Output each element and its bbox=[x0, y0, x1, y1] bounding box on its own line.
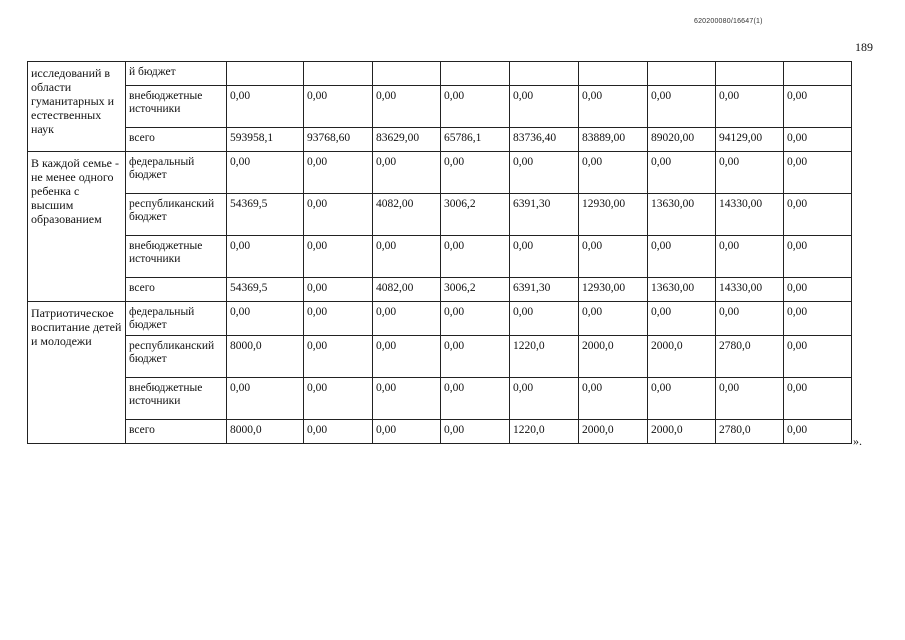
amount-cell: 0,00 bbox=[441, 236, 510, 278]
amount-cell: 0,00 bbox=[304, 236, 373, 278]
amount-cell: 0,00 bbox=[304, 420, 373, 444]
funding-source-cell: всего bbox=[126, 420, 227, 444]
category-cell: Патриотическое воспитание детей и молодежи bbox=[28, 302, 126, 444]
amount-cell: 13630,00 bbox=[648, 278, 716, 302]
amount-cell: 0,00 bbox=[579, 236, 648, 278]
amount-cell: 8000,0 bbox=[227, 336, 304, 378]
amount-cell: 65786,1 bbox=[441, 128, 510, 152]
amount-cell bbox=[304, 62, 373, 86]
page-number: 189 bbox=[855, 40, 873, 54]
amount-cell: 2780,0 bbox=[716, 336, 784, 378]
amount-cell: 0,00 bbox=[304, 86, 373, 128]
amount-cell: 0,00 bbox=[716, 86, 784, 128]
amount-cell: 0,00 bbox=[227, 302, 304, 336]
amount-cell bbox=[227, 62, 304, 86]
amount-cell bbox=[648, 62, 716, 86]
amount-cell: 0,00 bbox=[784, 278, 852, 302]
amount-cell: 0,00 bbox=[784, 128, 852, 152]
budget-table bbox=[27, 61, 852, 444]
amount-cell: 0,00 bbox=[510, 152, 579, 194]
amount-cell: 0,00 bbox=[579, 378, 648, 420]
amount-cell: 14330,00 bbox=[716, 278, 784, 302]
amount-cell: 0,00 bbox=[784, 378, 852, 420]
category-cell: исследований в области гуманитарных и естественных наук bbox=[28, 62, 126, 152]
amount-cell bbox=[441, 62, 510, 86]
amount-cell: 4082,00 bbox=[373, 194, 441, 236]
amount-cell: 0,00 bbox=[510, 86, 579, 128]
amount-cell bbox=[373, 62, 441, 86]
amount-cell: 83889,00 bbox=[579, 128, 648, 152]
amount-cell: 0,00 bbox=[579, 152, 648, 194]
amount-cell: 0,00 bbox=[441, 86, 510, 128]
amount-cell: 0,00 bbox=[716, 152, 784, 194]
amount-cell: 2000,0 bbox=[648, 336, 716, 378]
amount-cell: 0,00 bbox=[784, 152, 852, 194]
amount-cell: 0,00 bbox=[716, 302, 784, 336]
amount-cell: 0,00 bbox=[227, 86, 304, 128]
amount-cell: 14330,00 bbox=[716, 194, 784, 236]
amount-cell: 3006,2 bbox=[441, 278, 510, 302]
table-row bbox=[28, 302, 852, 336]
amount-cell: 0,00 bbox=[304, 194, 373, 236]
amount-cell: 0,00 bbox=[227, 152, 304, 194]
amount-cell: 54369,5 bbox=[227, 278, 304, 302]
amount-cell: 0,00 bbox=[227, 378, 304, 420]
amount-cell: 1220,0 bbox=[510, 336, 579, 378]
amount-cell: 0,00 bbox=[304, 336, 373, 378]
amount-cell: 0,00 bbox=[784, 236, 852, 278]
amount-cell: 6391,30 bbox=[510, 194, 579, 236]
amount-cell: 0,00 bbox=[441, 378, 510, 420]
funding-source-cell: й бюджет bbox=[126, 62, 227, 86]
funding-source-cell: федеральный бюджет bbox=[126, 152, 227, 194]
amount-cell: 3006,2 bbox=[441, 194, 510, 236]
amount-cell: 0,00 bbox=[373, 378, 441, 420]
table-row bbox=[28, 86, 852, 128]
amount-cell: 2000,0 bbox=[579, 420, 648, 444]
amount-cell: 93768,60 bbox=[304, 128, 373, 152]
amount-cell: 0,00 bbox=[304, 278, 373, 302]
amount-cell: 0,00 bbox=[716, 236, 784, 278]
amount-cell: 0,00 bbox=[648, 152, 716, 194]
amount-cell: 2780,0 bbox=[716, 420, 784, 444]
amount-cell: 94129,00 bbox=[716, 128, 784, 152]
funding-source-cell: республиканский бюджет bbox=[126, 194, 227, 236]
amount-cell: 0,00 bbox=[373, 302, 441, 336]
amount-cell: 0,00 bbox=[784, 194, 852, 236]
amount-cell bbox=[510, 62, 579, 86]
table-row bbox=[28, 236, 852, 278]
table-row bbox=[28, 62, 852, 86]
amount-cell: 0,00 bbox=[716, 378, 784, 420]
amount-cell: 0,00 bbox=[510, 378, 579, 420]
amount-cell: 0,00 bbox=[441, 302, 510, 336]
amount-cell: 13630,00 bbox=[648, 194, 716, 236]
amount-cell: 6391,30 bbox=[510, 278, 579, 302]
amount-cell: 0,00 bbox=[227, 236, 304, 278]
amount-cell: 54369,5 bbox=[227, 194, 304, 236]
amount-cell: 0,00 bbox=[373, 420, 441, 444]
amount-cell: 0,00 bbox=[648, 302, 716, 336]
amount-cell: 0,00 bbox=[648, 378, 716, 420]
amount-cell bbox=[716, 62, 784, 86]
funding-source-cell: всего bbox=[126, 278, 227, 302]
amount-cell: 2000,0 bbox=[648, 420, 716, 444]
amount-cell: 89020,00 bbox=[648, 128, 716, 152]
funding-source-cell: федеральный бюджет bbox=[126, 302, 227, 336]
amount-cell: 83736,40 bbox=[510, 128, 579, 152]
funding-source-cell: внебюджетные источники bbox=[126, 236, 227, 278]
table-row bbox=[28, 128, 852, 152]
amount-cell: 0,00 bbox=[304, 302, 373, 336]
table-row bbox=[28, 278, 852, 302]
amount-cell: 0,00 bbox=[373, 236, 441, 278]
category-cell: В каждой семье - не менее одного ребенка с высшим образованием bbox=[28, 152, 126, 302]
amount-cell: 0,00 bbox=[784, 302, 852, 336]
amount-cell: 4082,00 bbox=[373, 278, 441, 302]
amount-cell: 1220,0 bbox=[510, 420, 579, 444]
amount-cell: 0,00 bbox=[510, 302, 579, 336]
funding-source-cell: республиканский бюджет bbox=[126, 336, 227, 378]
table-row bbox=[28, 378, 852, 420]
amount-cell: 0,00 bbox=[441, 336, 510, 378]
amount-cell: 12930,00 bbox=[579, 278, 648, 302]
amount-cell: 2000,0 bbox=[579, 336, 648, 378]
table-row bbox=[28, 336, 852, 378]
amount-cell: 0,00 bbox=[373, 336, 441, 378]
amount-cell: 0,00 bbox=[510, 236, 579, 278]
table-row bbox=[28, 420, 852, 444]
amount-cell: 0,00 bbox=[784, 420, 852, 444]
amount-cell: 12930,00 bbox=[579, 194, 648, 236]
amount-cell: 0,00 bbox=[373, 152, 441, 194]
amount-cell: 8000,0 bbox=[227, 420, 304, 444]
amount-cell: 0,00 bbox=[304, 152, 373, 194]
funding-source-cell: всего bbox=[126, 128, 227, 152]
closing-quote-mark: ». bbox=[853, 434, 862, 448]
funding-source-cell: внебюджетные источники bbox=[126, 86, 227, 128]
amount-cell: 0,00 bbox=[304, 378, 373, 420]
amount-cell bbox=[784, 62, 852, 86]
amount-cell: 0,00 bbox=[784, 86, 852, 128]
amount-cell: 0,00 bbox=[579, 86, 648, 128]
amount-cell: 0,00 bbox=[579, 302, 648, 336]
amount-cell bbox=[579, 62, 648, 86]
amount-cell: 0,00 bbox=[441, 420, 510, 444]
amount-cell: 0,00 bbox=[784, 336, 852, 378]
amount-cell: 0,00 bbox=[441, 152, 510, 194]
amount-cell: 593958,1 bbox=[227, 128, 304, 152]
amount-cell: 0,00 bbox=[648, 86, 716, 128]
funding-source-cell: внебюджетные источники bbox=[126, 378, 227, 420]
table-row bbox=[28, 152, 852, 194]
table-row bbox=[28, 194, 852, 236]
amount-cell: 0,00 bbox=[648, 236, 716, 278]
table-body bbox=[28, 62, 852, 444]
amount-cell: 83629,00 bbox=[373, 128, 441, 152]
document-code: 620200080/16647(1) bbox=[694, 18, 763, 25]
amount-cell: 0,00 bbox=[373, 86, 441, 128]
